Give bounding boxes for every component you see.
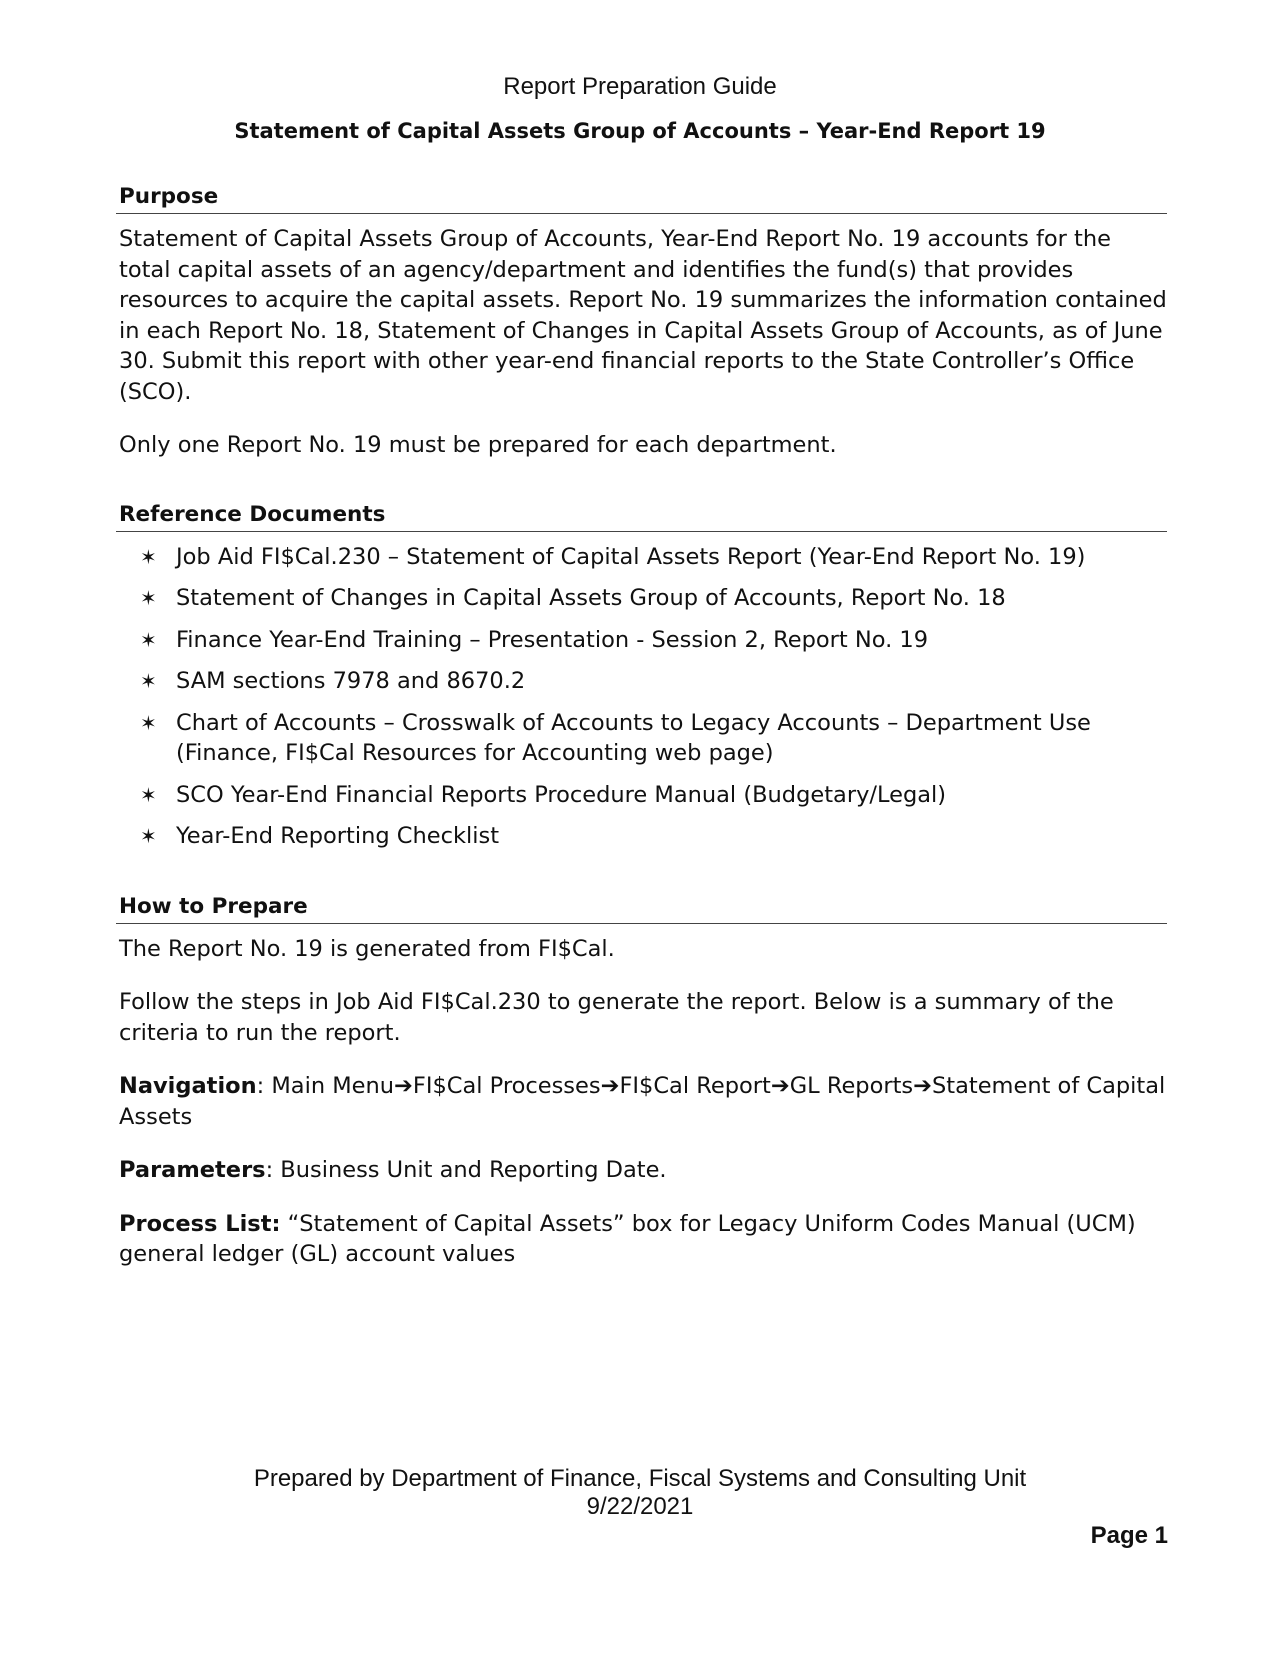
reference-documents-list [119, 542, 1167, 852]
arrow-right-icon: ➔ [600, 1073, 620, 1099]
six-pointed-star-icon: ✶ [140, 627, 157, 652]
how-to-prepare-heading: How to Prepare [116, 893, 1167, 924]
list-item [119, 780, 1167, 811]
navigation-step: Statement of Capital Assets [119, 1073, 1166, 1130]
navigation-step: FI$Cal Report [619, 1073, 771, 1099]
process-list-text: “Statement of Capital Assets” box for Legacy Uniform Codes Manual (UCM) general ledger (GL) account values [119, 1210, 1136, 1267]
navigation-step: Main Menu [271, 1073, 395, 1099]
arrow-right-icon: ➔ [394, 1073, 413, 1099]
six-pointed-star-icon: ✶ [140, 586, 157, 610]
how-to-prepare-intro: The Report No. 19 is generated from FI$Cal. [119, 935, 615, 962]
reference-item-label: Job Aid FI$Cal.230 – Statement of Capital Assets Report (Year-End Report No. 19) [176, 543, 1086, 570]
purpose-heading: Purpose [116, 183, 1167, 214]
parameters-label: Parameters [119, 1157, 266, 1183]
navigation-label: Navigation [119, 1073, 257, 1099]
document-title: Statement of Capital Assets Group of Accounts – Year-End Report 19 [234, 119, 1046, 143]
navigation-path [119, 1071, 1167, 1132]
reference-item-label: Statement of Changes in Capital Assets Group of Accounts, Report No. 18 [176, 585, 1006, 611]
navigation-step: FI$Cal Processes [412, 1073, 601, 1099]
arrow-right-icon: ➔ [770, 1073, 790, 1099]
reference-item-label: Year-End Reporting Checklist [176, 823, 500, 849]
reference-item-label: Chart of Accounts – Crosswalk of Accounts to Legacy Accounts – Department Use (Finance, FI$Cal Resources for Accounting web page) [176, 709, 1091, 766]
how-to-prepare-steps: Follow the steps in Job Aid FI$Cal.230 to generate the report. Below is a summary of the criteria to run the report. [119, 989, 1114, 1046]
footer-date: 9/22/2021 [586, 1493, 694, 1520]
six-pointed-star-icon: ✶ [140, 544, 157, 569]
process-list-line [119, 1209, 1167, 1270]
reference-item-label: SAM sections 7978 and 8670.2 [176, 668, 526, 694]
six-pointed-star-icon: ✶ [140, 824, 157, 848]
list-item [119, 542, 1167, 573]
footer-prepared-by: Prepared by Department of Finance, Fiscal Systems and Consulting Unit [253, 1465, 1027, 1492]
page-number: Page 1 [1090, 1522, 1168, 1549]
purpose-paragraph: Statement of Capital Assets Group of Accounts, Year-End Report No. 19 accounts for the total capital assets of an agency/department and identifies the fund(s) that provides resources to acquire the capital assets. Report No. 19 summarizes the information contained in each Report No. 18, Statement of Changes in Capital Assets Group of Accounts, as of June 30. Submit this report with other year-end financial reports to the State Controller’s Office (SCO). [119, 226, 1167, 405]
list-item [119, 666, 1167, 697]
reference-item-label: SCO Year-End Financial Reports Procedure Manual (Budgetary/Legal) [176, 781, 947, 808]
purpose-note: Only one Report No. 19 must be prepared for each department. [119, 432, 837, 458]
navigation-separator: : [256, 1073, 272, 1099]
reference-item-label: Finance Year-End Training – Presentation - Session 2, Report No. 19 [176, 626, 929, 653]
six-pointed-star-icon: ✶ [140, 669, 157, 693]
six-pointed-star-icon: ✶ [140, 782, 157, 807]
guide-title: Report Preparation Guide [503, 73, 777, 100]
six-pointed-star-icon: ✶ [140, 710, 157, 735]
process-list-label: Process List: [119, 1210, 281, 1237]
parameters-text: : Business Unit and Reporting Date. [265, 1157, 667, 1183]
list-item [119, 708, 1167, 769]
parameters-line [119, 1155, 1167, 1186]
navigation-step: GL Reports [789, 1073, 914, 1099]
list-item [119, 583, 1167, 614]
list-item [119, 821, 1167, 852]
arrow-right-icon: ➔ [913, 1073, 932, 1099]
reference-documents-heading: Reference Documents [116, 501, 1167, 532]
document-body [119, 183, 1167, 1270]
list-item [119, 625, 1167, 656]
